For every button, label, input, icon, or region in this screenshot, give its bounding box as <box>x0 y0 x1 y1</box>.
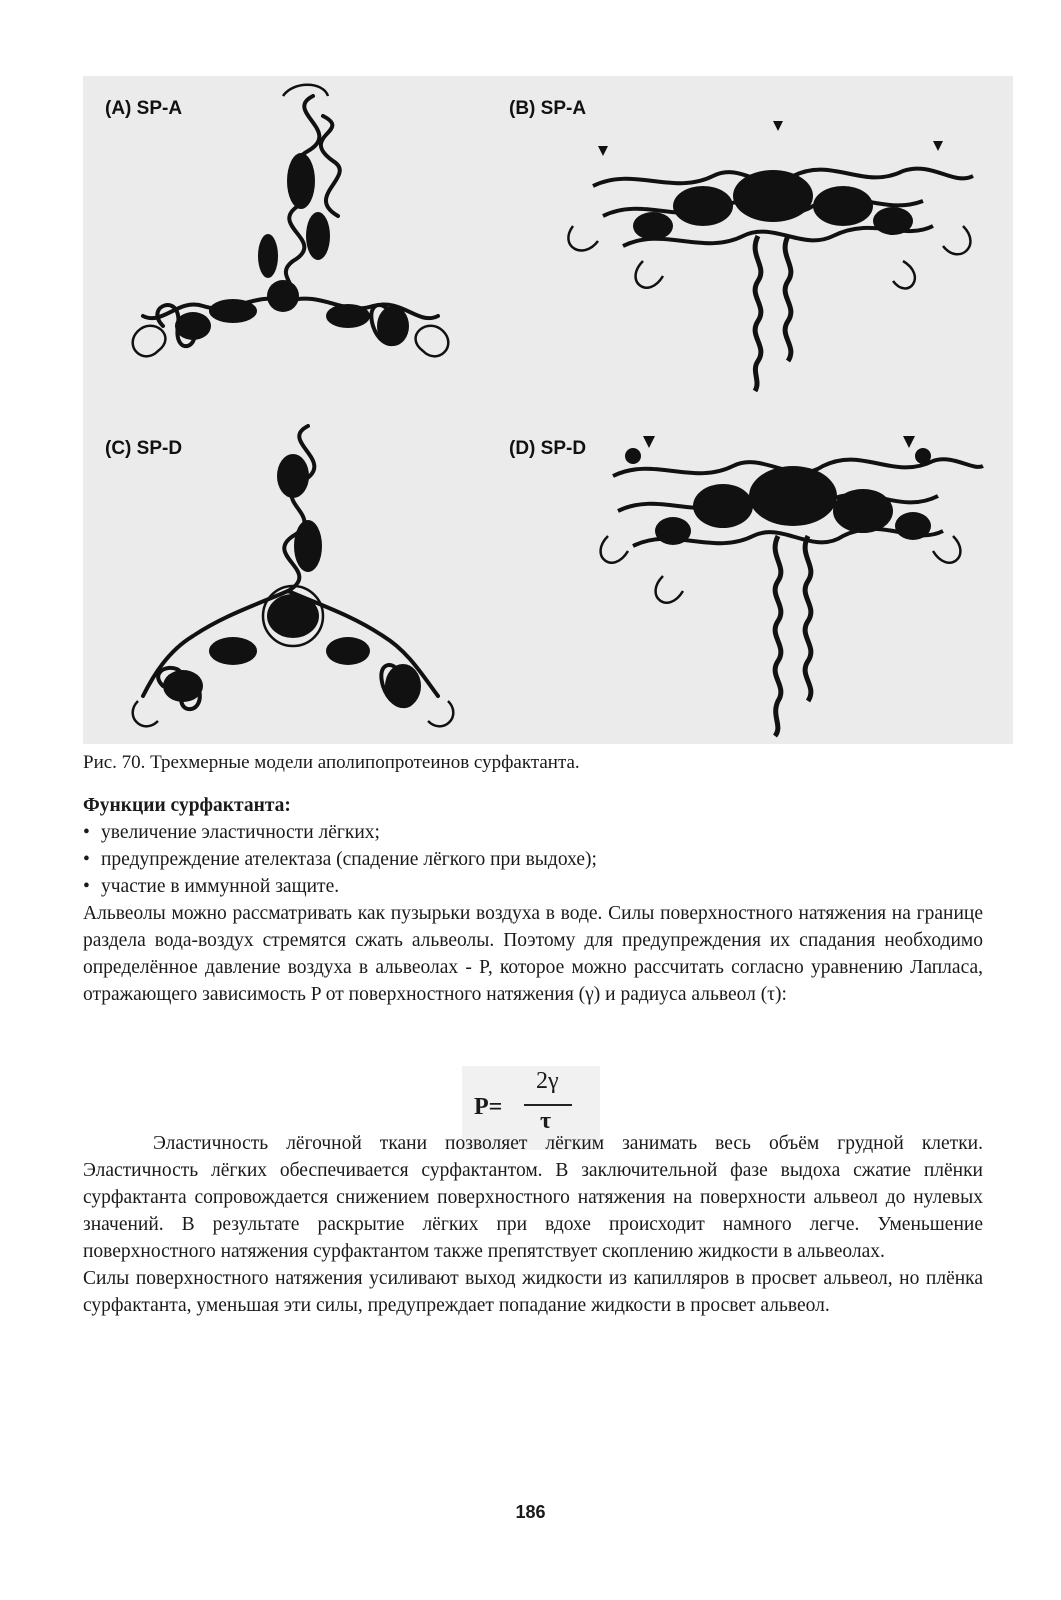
list-item: • предупреждение ателектаза (спадение лёгкого при выдохе); <box>83 849 597 870</box>
protein-structure-figure <box>83 76 1013 744</box>
formula-numerator: 2γ <box>536 1068 559 1094</box>
list-item: • участие в иммунной защите. <box>83 876 340 897</box>
formula-lhs: P= <box>474 1094 503 1120</box>
panel-c <box>83 416 503 744</box>
functions-list <box>83 819 983 900</box>
figure-caption: Рис. 70. Трехмерные модели аполипопротеинов сурфактанта. <box>83 752 580 773</box>
elasticity-section <box>83 1130 983 1319</box>
paragraph-elasticity: Эластичность лёгочной ткани позволяет лёгким занимать весь объём грудной клетки. Эластичность лёгких обеспечивается сурфактантом. В заключительной фазе выдоха сжатие плёнки сурфактанта сопровождается снижением поверхностного натяжения на поверхности альвеол до нулевых значений. В результате раскрытие лёгких при вдохе происходит намного легче. Уменьшение поверхностного натяжения сурфактантом также препятствует скоплению жидкости в альвеолах. <box>83 1133 983 1262</box>
functions-heading: Функции сурфактанта: <box>83 795 291 816</box>
panel-d-label: (D) SP-D <box>509 438 587 459</box>
panel-c-label: (C) SP-D <box>105 438 183 459</box>
functions-section <box>83 792 983 1008</box>
list-item: • увеличение эластичности лёгких; <box>83 822 380 843</box>
fraction-bar <box>524 1104 572 1106</box>
sp-d-trimer-top-view <box>83 416 503 744</box>
panel-d <box>503 416 1013 744</box>
paragraph-fluid: Силы поверхностного натяжения усиливают выход жидкости из капилляров в просвет альвеол, но плёнка сурфактанта, уменьшая эти силы, предупреждает попадание жидкости в просвет альвеол. <box>83 1268 983 1316</box>
page-number: 186 <box>515 1502 546 1522</box>
sp-a-trimer-top-view <box>83 76 503 406</box>
panel-b-label: (B) SP-A <box>509 98 587 119</box>
panel-a <box>83 76 503 406</box>
sp-a-trimer-side-view <box>503 76 1013 406</box>
panel-a-label: (A) SP-A <box>105 98 183 119</box>
formula-denominator: τ <box>540 1108 552 1134</box>
paragraph-laplace: Альвеолы можно рассматривать как пузырьки воздуха в воде. Силы поверхностного натяжения на границе раздела вода-воздух стремятся сжать альвеолы. Поэтому для предупреждения их спадания необходимо определённое давление воздуха в альвеолах - P, которое можно рассчитать согласно уравнению Лапласа, отражающего зависимость P от поверхностного натяжения (γ) и радиуса альвеол (τ): <box>83 903 983 1005</box>
panel-b <box>503 76 1013 406</box>
sp-d-trimer-side-view <box>503 416 1013 744</box>
